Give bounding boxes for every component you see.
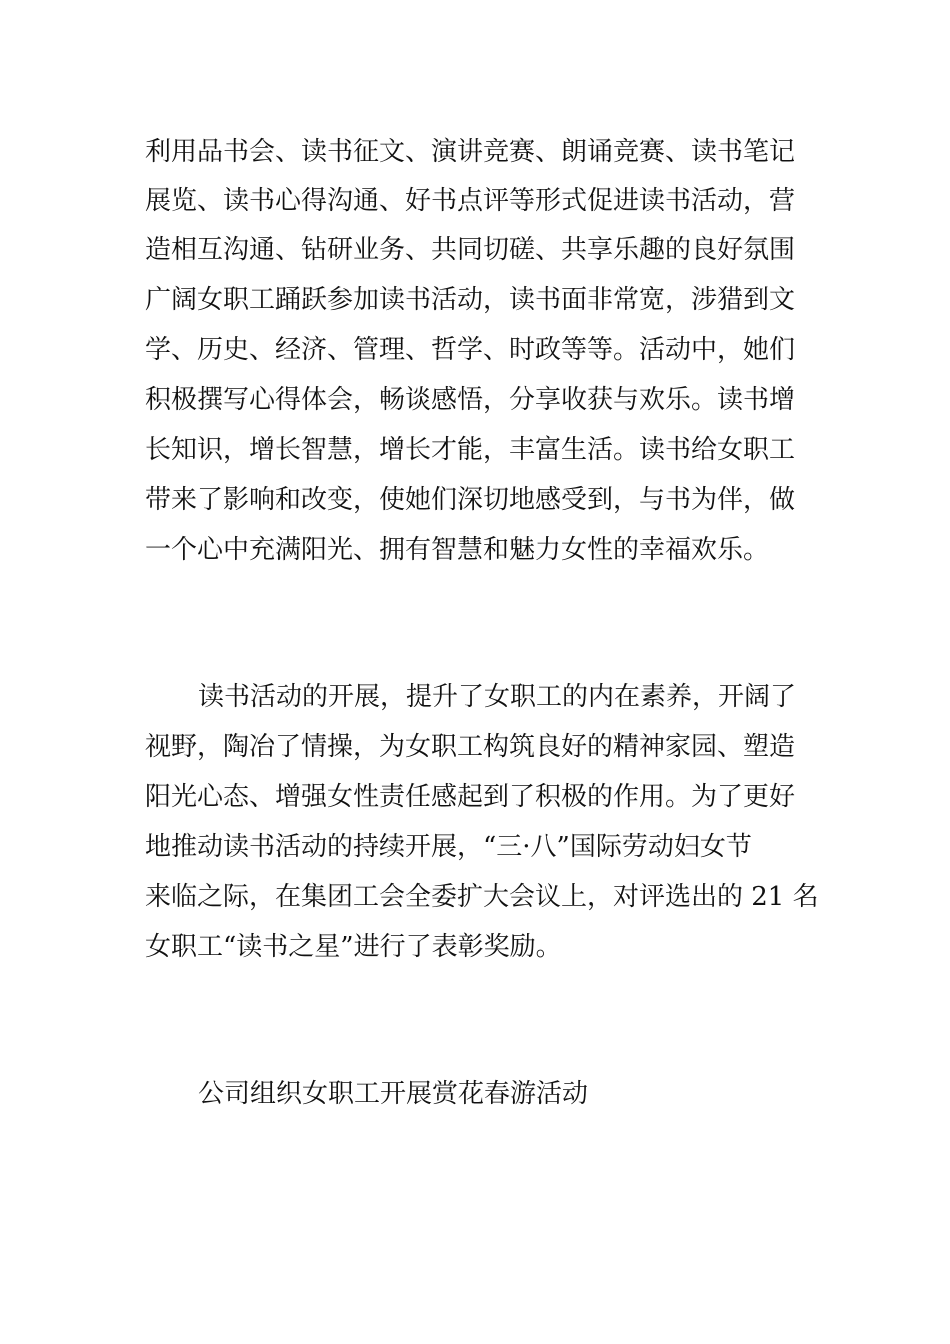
paragraph-line: 广阔女职工踊跃参加读书活动，读书面非常宽，涉猎到文 <box>145 285 796 315</box>
paragraph-line: 展览、读书心得沟通、好书点评等形式促进读书活动，营 <box>145 186 796 216</box>
paragraph-line: 地推动读书活动的持续开展，“三·八”国际劳动妇女节 <box>145 832 752 862</box>
paragraph-line: 来临之际，在集团工会全委扩大会议上，对评选出的 21 名 <box>145 882 819 912</box>
paragraph-line: 读书活动的开展，提升了女职工的内在素养，开阔了 <box>198 682 797 712</box>
paragraph-line: 长知识，增长智慧，增长才能，丰富生活。读书给女职工 <box>145 435 796 465</box>
paragraph-line: 视野，陶冶了情操，为女职工构筑良好的精神家园、塑造 <box>145 732 796 762</box>
paragraph-line: 积极撰写心得体会，畅谈感悟，分享收获与欢乐。读书增 <box>145 385 796 415</box>
paragraph-line: 女职工“读书之星”进行了表彰奖励。 <box>145 932 562 962</box>
paragraph-line: 利用品书会、读书征文、演讲竞赛、朗诵竞赛、读书笔记 <box>145 137 796 167</box>
paragraph-line: 阳光心态、增强女性责任感起到了积极的作用。为了更好 <box>145 782 796 812</box>
paragraph-line: 造相互沟通、钻研业务、共同切磋、共享乐趣的良好氛围 <box>145 235 796 265</box>
paragraph-line: 带来了影响和改变，使她们深切地感受到，与书为伴，做 <box>145 485 796 515</box>
section-heading: 公司组织女职工开展赏花春游活动 <box>198 1079 589 1109</box>
paragraph-line: 一个心中充满阳光、拥有智慧和魅力女性的幸福欢乐。 <box>145 535 770 565</box>
paragraph-line: 学、历史、经济、管理、哲学、时政等等。活动中，她们 <box>145 335 796 365</box>
